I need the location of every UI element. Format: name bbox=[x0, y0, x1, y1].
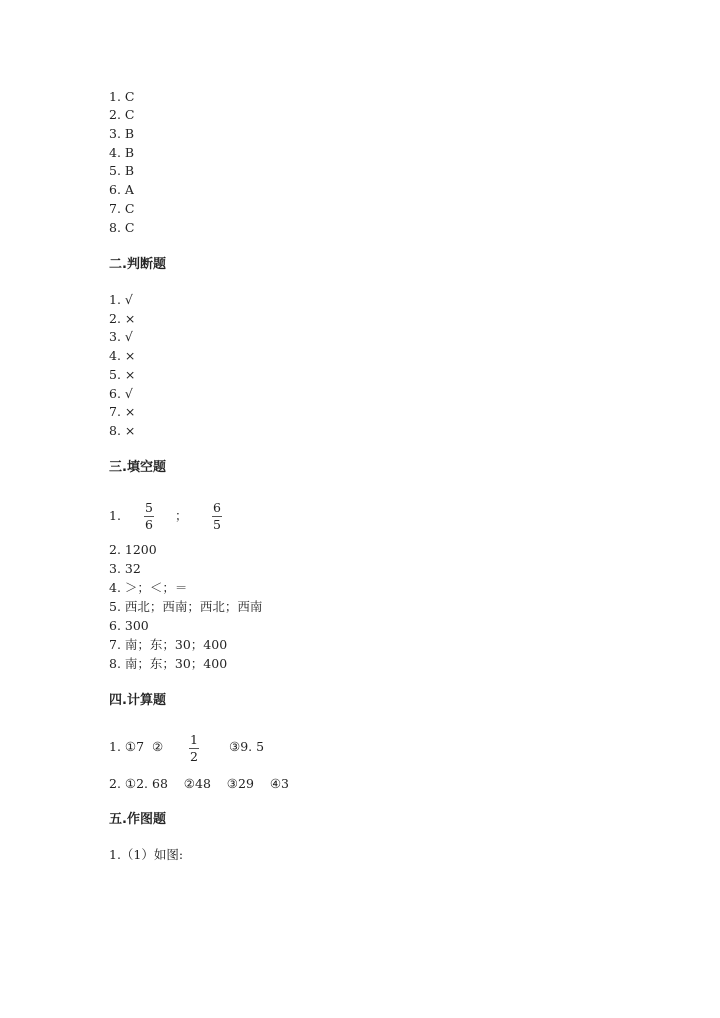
answer-item: 7. C bbox=[109, 201, 135, 216]
answer-item: 2. C bbox=[109, 107, 135, 122]
denominator: 5 bbox=[213, 517, 221, 532]
section4-heading: 四.计算题 bbox=[109, 693, 166, 708]
section2-heading: 二.判断题 bbox=[109, 257, 166, 272]
answer-item: 6. √ bbox=[109, 386, 133, 401]
numerator: 6 bbox=[213, 500, 221, 515]
answer-item: 2. ①2. 68 ②48 ③29 ④3 bbox=[109, 776, 289, 791]
answer-item: 5. B bbox=[109, 163, 135, 178]
question-text: 1. ①7 ② bbox=[109, 739, 164, 754]
denominator: 6 bbox=[145, 517, 153, 532]
separator: ； bbox=[175, 508, 188, 523]
answer-item: 5. 西北；西南；西北；西南 bbox=[109, 599, 263, 614]
answer-item: 4. B bbox=[109, 145, 135, 160]
numerator: 5 bbox=[145, 500, 153, 515]
answer-item: 7. × bbox=[109, 404, 136, 419]
answer-item: 6. 300 bbox=[109, 618, 149, 633]
answer-item: 8. C bbox=[109, 220, 135, 235]
answer-item: 7. 南；东；30；400 bbox=[109, 637, 228, 652]
section3-heading: 三.填空题 bbox=[109, 460, 166, 475]
answer-item: 6. A bbox=[109, 182, 134, 197]
answer-item: 2. 1200 bbox=[109, 542, 157, 557]
numerator: 1 bbox=[190, 732, 198, 747]
answer-item: 4. × bbox=[109, 348, 136, 363]
answer-item: 8. × bbox=[109, 423, 136, 438]
answer-item: 3. √ bbox=[109, 329, 133, 344]
denominator: 2 bbox=[190, 749, 198, 764]
fraction bbox=[144, 501, 154, 532]
answer-item: 5. × bbox=[109, 367, 136, 382]
answer-item: 8. 南；东；30；400 bbox=[109, 656, 228, 671]
answer-item: 1. C bbox=[109, 89, 135, 104]
section5-heading: 五.作图题 bbox=[109, 812, 166, 827]
answer-item: 1.（1）如图: bbox=[109, 847, 184, 862]
answer-item: 3. 32 bbox=[109, 561, 141, 576]
answer-item: 4. ＞；＜；＝ bbox=[109, 580, 188, 595]
fraction bbox=[212, 501, 222, 532]
fraction bbox=[189, 733, 199, 764]
question-number: 1. bbox=[109, 508, 121, 523]
answer-item: 1. √ bbox=[109, 292, 133, 307]
answer-item: 2. × bbox=[109, 311, 136, 326]
answer-item: 3. B bbox=[109, 126, 135, 141]
question-text: ③9. 5 bbox=[229, 739, 265, 754]
